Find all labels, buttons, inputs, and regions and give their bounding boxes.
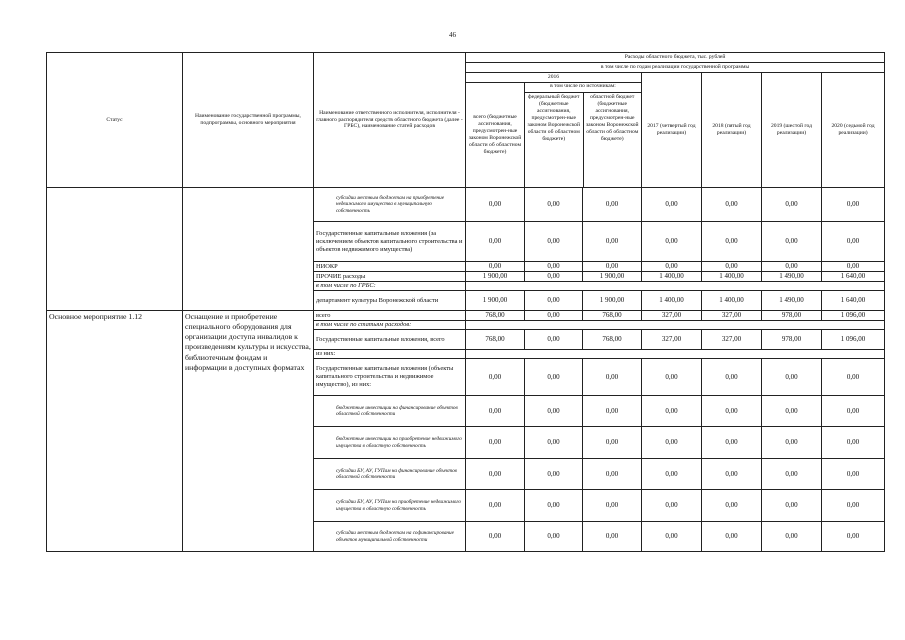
cell-2019: 0,00: [762, 490, 822, 522]
table-row: [47, 262, 885, 272]
cell-2017: 0,00: [642, 427, 702, 459]
cell-federal: 0,00: [525, 291, 583, 311]
empty-program-cell: [183, 262, 314, 272]
row-label: бюджетные инвестиции на финансирование объектов областной собственности: [314, 396, 466, 427]
cell-federal: 0,00: [525, 222, 583, 262]
cell-2020: 0,00: [822, 459, 885, 490]
cell-total: 0,00: [466, 427, 525, 459]
header-program: Наименование государственной программы, подпрограммы, основного мероприятия: [183, 53, 314, 188]
row-label: всего: [314, 311, 466, 321]
cell-2020: 0,00: [822, 359, 885, 396]
cell-total: 0,00: [466, 522, 525, 552]
cell-2019: 0,00: [762, 359, 822, 396]
cell-2019: 0,00: [762, 396, 822, 427]
row-label: Государственные капитальные вложения (объекты капитального строительства и недвижимое имущество), из них:: [314, 359, 466, 396]
header-sources: [525, 83, 642, 188]
cell-federal: 0,00: [525, 396, 583, 427]
cell-2017: 0,00: [642, 490, 702, 522]
cell-2018: 327,00: [702, 330, 762, 350]
cell-2018: 327,00: [702, 311, 762, 321]
cell-2017: 0,00: [642, 522, 702, 552]
cell-2017: 0,00: [642, 396, 702, 427]
empty-program-cell: [183, 272, 314, 282]
row-label: НИОКР: [314, 262, 466, 272]
cell-2019: 0,00: [762, 459, 822, 490]
cell-total: 1 900,00: [466, 291, 525, 311]
empty-values-cell: [466, 321, 885, 330]
header-2018: 2018 (пятый год реализации): [702, 73, 762, 188]
row-label: Государственные капитальные вложения (за исключением объектов капитального строительства и объектов недвижимого имущества): [314, 222, 466, 262]
cell-2019: 0,00: [762, 522, 822, 552]
cell-2018: 0,00: [702, 188, 762, 222]
cell-regional: 1 900,00: [583, 272, 642, 282]
cell-2020: 0,00: [822, 490, 885, 522]
cell-total: 0,00: [466, 459, 525, 490]
header-expenses: Расходы областного бюджета, тыс. рублей: [466, 53, 885, 63]
cell-regional: 0,00: [583, 459, 642, 490]
cell-2020: 1 096,00: [822, 311, 885, 321]
cell-2019: 0,00: [762, 427, 822, 459]
cell-2020: 0,00: [822, 262, 885, 272]
empty-program-cell: [183, 188, 314, 222]
cell-total: 0,00: [466, 188, 525, 222]
cell-2019: 978,00: [762, 330, 822, 350]
cell-2018: 0,00: [702, 522, 762, 552]
page-number: 46: [449, 31, 456, 39]
cell-2019: 0,00: [762, 222, 822, 262]
row-label: бюджетные инвестиции на приобретение недвижимого имущества в областную собственность: [314, 427, 466, 459]
cell-2019: 0,00: [762, 262, 822, 272]
section-a: [47, 188, 885, 311]
cell-2017: 0,00: [642, 262, 702, 272]
cell-federal: 0,00: [525, 272, 583, 282]
row-label: субсидии местным бюджетам на софинансирование объектов муниципальной собственности: [314, 522, 466, 552]
program-cell: Оснащение и приобретение специального оборудования для организации доступа инвалидов к произведениям культуры и искусства, библиотечным фондам и информации в доступных форматах: [183, 311, 314, 552]
empty-status-cell: [47, 222, 183, 262]
budget-table: [46, 52, 885, 552]
cell-2017: 1 400,00: [642, 272, 702, 282]
cell-2017: 0,00: [642, 188, 702, 222]
cell-2018: 1 400,00: [702, 291, 762, 311]
cell-2018: 0,00: [702, 427, 762, 459]
cell-2017: 0,00: [642, 459, 702, 490]
cell-2019: 1 490,00: [762, 272, 822, 282]
header-2019: 2019 (шестой год реализации): [762, 73, 822, 188]
cell-2020: 0,00: [822, 396, 885, 427]
table-row: [47, 188, 885, 222]
cell-regional: 0,00: [583, 262, 642, 272]
cell-total: 0,00: [466, 359, 525, 396]
header-by-years: в том числе по годам реализации государственной программы: [466, 63, 885, 73]
cell-2018: 1 400,00: [702, 272, 762, 282]
empty-status-cell: [47, 291, 183, 311]
cell-2020: 0,00: [822, 427, 885, 459]
cell-total: 0,00: [466, 222, 525, 262]
row-label: в том числе по ГРБС:: [314, 282, 466, 291]
row-label: в том числе по статьям расходов:: [314, 321, 466, 330]
row-label: департамент культуры Воронежской области: [314, 291, 466, 311]
empty-status-cell: [47, 188, 183, 222]
cell-2019: 978,00: [762, 311, 822, 321]
table-row: [47, 311, 885, 321]
cell-regional: 0,00: [583, 359, 642, 396]
cell-2018: 0,00: [702, 222, 762, 262]
cell-2020: 0,00: [822, 188, 885, 222]
cell-2018: 0,00: [702, 262, 762, 272]
header-status: Статус: [47, 53, 183, 188]
cell-regional: 0,00: [583, 396, 642, 427]
table-row: [47, 272, 885, 282]
cell-regional: 0,00: [583, 427, 642, 459]
cell-2020: 1 640,00: [822, 291, 885, 311]
header-2020: 2020 (седьмой год реализации): [822, 73, 885, 188]
empty-status-cell: [47, 272, 183, 282]
section-b: [47, 311, 885, 552]
cell-2017: 1 400,00: [642, 291, 702, 311]
row-label: субсидии БУ, АУ, ГУПам на финансирование объектов областной собственности: [314, 459, 466, 490]
header-incl-sources: в том числе по источникам:: [525, 83, 641, 93]
header-federal: федеральный бюджет (бюджетные ассигнования, предусмотрен-ные законом Воронежской области об областном бюджете): [525, 93, 584, 187]
cell-federal: 0,00: [525, 330, 583, 350]
empty-program-cell: [183, 222, 314, 262]
cell-2017: 327,00: [642, 311, 702, 321]
cell-total: 0,00: [466, 490, 525, 522]
header-executor: Наименование ответственного исполнителя, исполнителя - главного распорядителя средств областного бюджета (далее - ГРБС), наименование статей расходов: [314, 53, 466, 188]
header-2017: 2017 (четвертый год реализации): [642, 73, 702, 188]
cell-2017: 0,00: [642, 359, 702, 396]
header-regional: областной бюджет (бюджетные ассигнования, предусмотрен-ные законом Воронежской области об областном бюджете): [585, 94, 639, 142]
cell-2017: 327,00: [642, 330, 702, 350]
row-label: Государственные капитальные вложения, всего: [314, 330, 466, 350]
cell-2019: 0,00: [762, 188, 822, 222]
cell-federal: 0,00: [525, 427, 583, 459]
empty-status-cell: [47, 282, 183, 291]
cell-2018: 0,00: [702, 396, 762, 427]
empty-program-cell: [183, 282, 314, 291]
header-total: всего (бюджетные ассигнования, предусмотрен-ные законом Воронежской области об областном бюджете): [466, 83, 525, 188]
cell-federal: 0,00: [525, 490, 583, 522]
cell-2018: 0,00: [702, 459, 762, 490]
header-year-2016: 2016: [466, 73, 642, 83]
cell-regional: 768,00: [583, 311, 642, 321]
cell-total: 768,00: [466, 311, 525, 321]
cell-federal: 0,00: [525, 522, 583, 552]
empty-values-cell: [466, 350, 885, 359]
cell-2018: 0,00: [702, 490, 762, 522]
empty-program-cell: [183, 291, 314, 311]
table-row: [47, 291, 885, 311]
cell-federal: 0,00: [525, 459, 583, 490]
cell-total: 768,00: [466, 330, 525, 350]
cell-total: 0,00: [466, 396, 525, 427]
cell-regional: 0,00: [583, 522, 642, 552]
cell-2020: 1 640,00: [822, 272, 885, 282]
cell-regional: 0,00: [583, 222, 642, 262]
cell-2020: 1 096,00: [822, 330, 885, 350]
cell-total: 0,00: [466, 262, 525, 272]
cell-federal: 0,00: [525, 188, 583, 222]
empty-status-cell: [47, 262, 183, 272]
cell-federal: 0,00: [525, 359, 583, 396]
row-label: из них:: [314, 350, 466, 359]
cell-2020: 0,00: [822, 222, 885, 262]
empty-values-cell: [466, 282, 885, 291]
row-label: ПРОЧИЕ расходы: [314, 272, 466, 282]
row-label: субсидии местным бюджетам на приобретение недвижимого имущества в муниципальную собственность: [314, 188, 466, 222]
cell-regional: 1 900,00: [583, 291, 642, 311]
cell-regional: 0,00: [583, 188, 642, 222]
cell-2020: 0,00: [822, 522, 885, 552]
cell-federal: 0,00: [525, 311, 583, 321]
cell-federal: 0,00: [525, 262, 583, 272]
cell-total: 1 900,00: [466, 272, 525, 282]
cell-regional: 0,00: [583, 490, 642, 522]
cell-regional: 768,00: [583, 330, 642, 350]
cell-2019: 1 490,00: [762, 291, 822, 311]
row-label: субсидии БУ, АУ, ГУПам на приобретение недвижимого имущества в областную собственность: [314, 490, 466, 522]
cell-2017: 0,00: [642, 222, 702, 262]
cell-2018: 0,00: [702, 359, 762, 396]
table-row: [47, 222, 885, 262]
table-row: [47, 282, 885, 291]
status-cell: Основное мероприятие 1.12: [47, 311, 183, 552]
